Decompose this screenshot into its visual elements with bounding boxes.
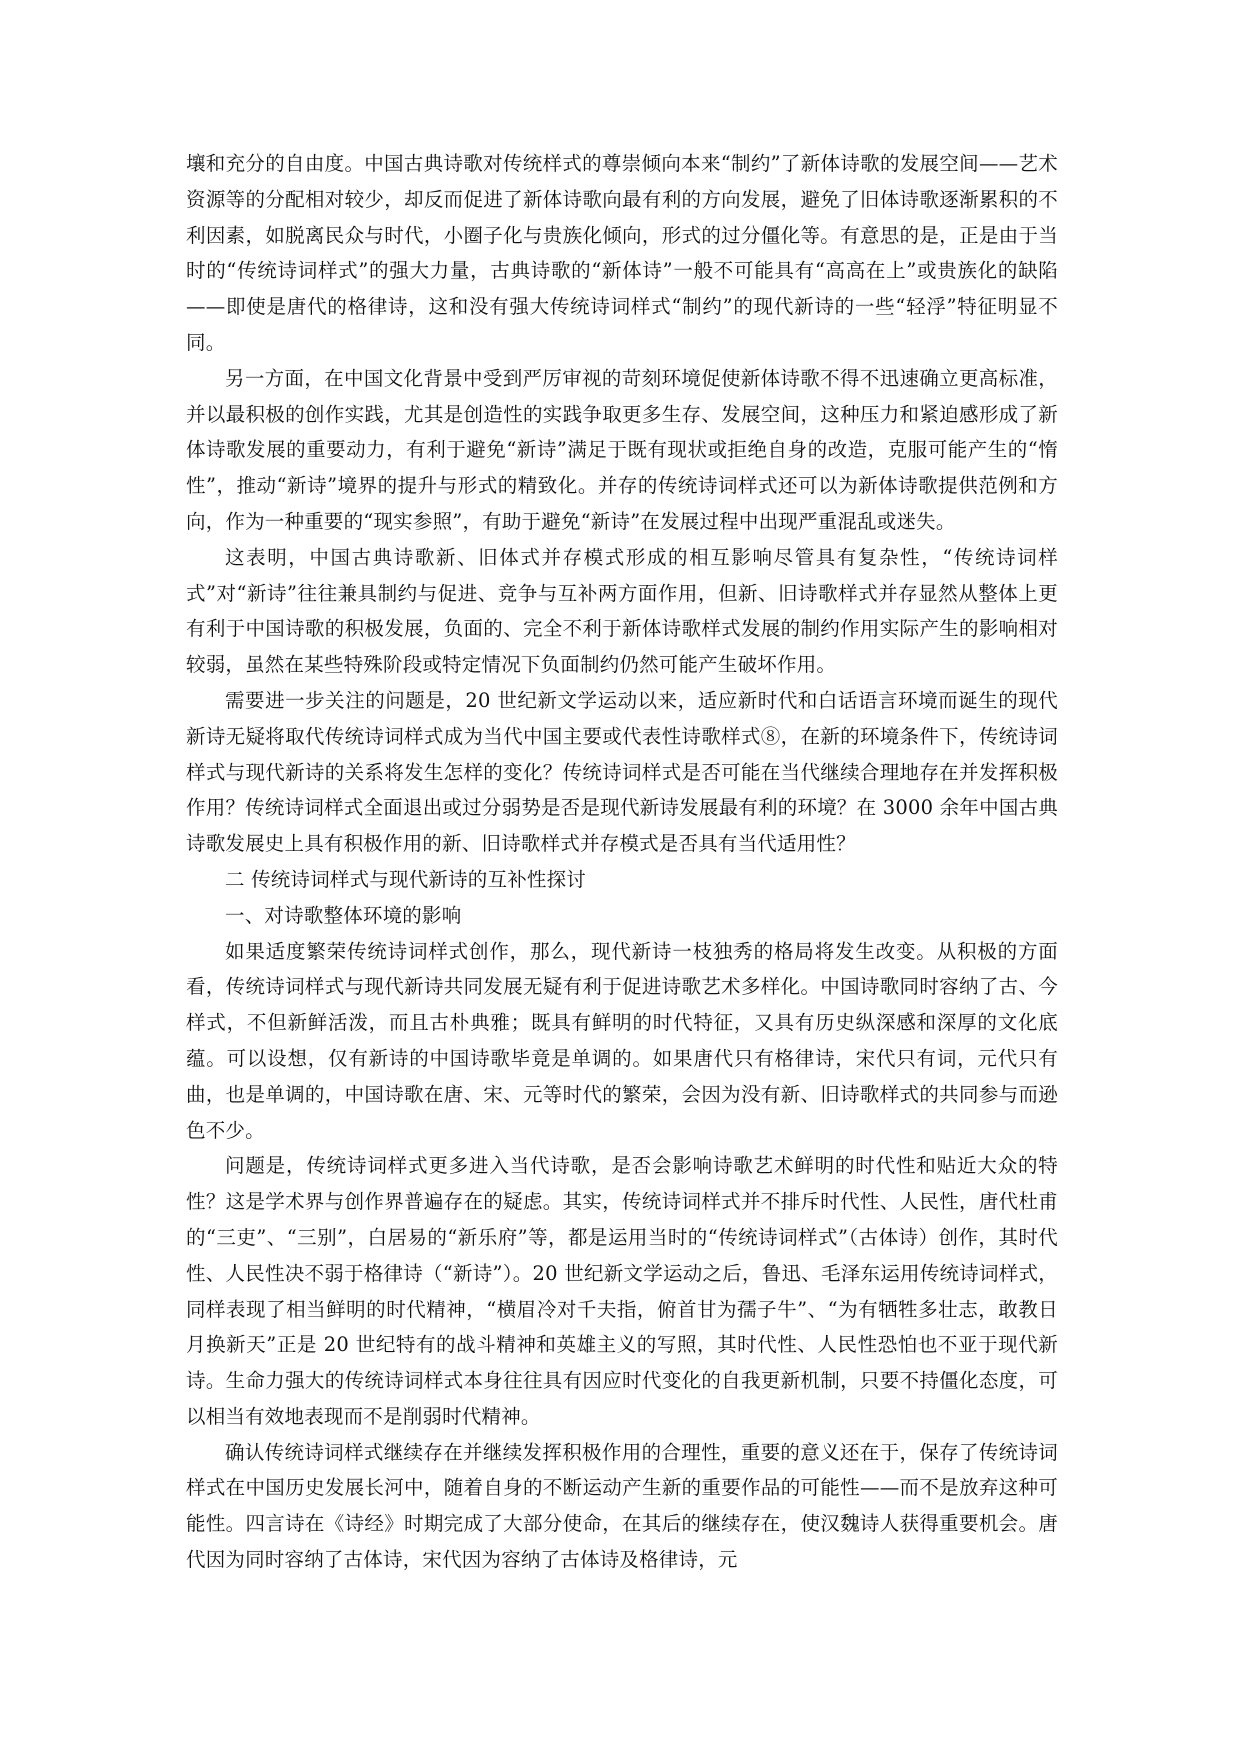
paragraph-4: 需要进一步关注的问题是，20 世纪新文学运动以来，适应新时代和白话语言环境而诞生的现代新诗无疑将取代传统诗词样式成为当代中国主要或代表性诗歌样式⑧，在新的环境条件下，传统诗词样式与现代新诗的关系将发生怎样的变化？传统诗词样式是否可能在当代继续合理地存在并发挥积极作用？传统诗词样式全面退出或过分弱势是否是现代新诗发展最有利的环境？在 3000 余年中国古典诗歌发展史上具有积极作用的新、旧诗歌样式并存模式是否具有当代适用性？ (186, 688, 1058, 856)
paragraph-7: 确认传统诗词样式继续存在并继续发挥积极作用的合理性，重要的意义还在于，保存了传统诗词样式在中国历史发展长河中，随着自身的不断运动产生新的重要作品的可能性——而不是放弃这种可能性。四言诗在《诗经》时期完成了大部分使命，在其后的继续存在，使汉魏诗人获得重要机会。唐代因为同时容纳了古体诗，宋代因为容纳了古体诗及格律诗，元 (186, 1440, 1058, 1572)
subsection-heading: 一、对诗歌整体环境的影响 (225, 903, 462, 927)
paragraph-6: 问题是，传统诗词样式更多进入当代诗歌，是否会影响诗歌艺术鲜明的时代性和贴近大众的特性？这是学术界与创作界普遍存在的疑虑。其实，传统诗词样式并不排斥时代性、人民性，唐代杜甫的“三吏”、“三别”，白居易的“新乐府”等，都是运用当时的“传统诗词样式”（古体诗）创作，其时代性、人民性决不弱于格律诗（“新诗”）。20 世纪新文学运动之后，鲁迅、毛泽东运用传统诗词样式，同样表现了相当鲜明的时代精神，“横眉冷对千夫指，俯首甘为孺子牛”、“为有牺牲多壮志，敢教日月换新天”正是 20 世纪特有的战斗精神和英雄主义的写照，其时代性、人民性恐怕也不亚于现代新诗。生命力强大的传统诗词样式本身往往具有因应时代变化的自我更新机制，只要不持僵化态度，可以相当有效地表现而不是削弱时代精神。 (186, 1154, 1058, 1428)
paragraph-5: 如果适度繁荣传统诗词样式创作，那么，现代新诗一枝独秀的格局将发生改变。从积极的方面看，传统诗词样式与现代新诗共同发展无疑有利于促进诗歌艺术多样化。中国诗歌同时容纳了古、今样式，不但新鲜活泼，而且古朴典雅；既具有鲜明的时代特征，又具有历史纵深感和深厚的文化底蕴。可以设想，仅有新诗的中国诗歌毕竟是单调的。如果唐代只有格律诗，宋代只有词，元代只有曲，也是单调的，中国诗歌在唐、宋、元等时代的繁荣，会因为没有新、旧诗歌样式的共同参与而逊色不少。 (186, 939, 1058, 1142)
section-heading: 二 传统诗词样式与现代新诗的互补性探讨 (225, 867, 586, 891)
paragraph-1: 壤和充分的自由度。中国古典诗歌对传统样式的尊崇倾向本来“制约”了新体诗歌的发展空间——艺术资源等的分配相对较少，却反而促进了新体诗歌向最有利的方向发展，避免了旧体诗歌逐渐累积的不利因素，如脱离民众与时代，小圈子化与贵族化倾向，形式的过分僵化等。有意思的是，正是由于当时的“传统诗词样式”的强大力量，古典诗歌的“新体诗”一般不可能具有“高高在上”或贵族化的缺陷——即使是唐代的格律诗，这和没有强大传统诗词样式“制约”的现代新诗的一些“轻浮”特征明显不同。 (186, 152, 1058, 354)
paragraph-2: 另一方面，在中国文化背景中受到严厉审视的苛刻环境促使新体诗歌不得不迅速确立更高标准，并以最积极的创作实践，尤其是创造性的实践争取更多生存、发展空间，这种压力和紧迫感形成了新体诗歌发展的重要动力，有利于避免“新诗”满足于既有现状或拒绝自身的改造，克服可能产生的“惰性”，推动“新诗”境界的提升与形式的精致化。并存的传统诗词样式还可以为新体诗歌提供范例和方向，作为一种重要的“现实参照”，有助于避免“新诗”在发展过程中出现严重混乱或迷失。 (186, 366, 1058, 533)
document-body (186, 146, 1058, 1578)
paragraph-3: 这表明，中国古典诗歌新、旧体式并存模式形成的相互影响尽管具有复杂性，“传统诗词样式”对“新诗”往往兼具制约与促进、竞争与互补两方面作用，但新、旧诗歌样式并存显然从整体上更有利于中国诗歌的积极发展，负面的、完全不利于新体诗歌样式发展的制约作用实际产生的影响相对较弱，虽然在某些特殊阶段或特定情况下负面制约仍然可能产生破坏作用。 (186, 545, 1058, 677)
